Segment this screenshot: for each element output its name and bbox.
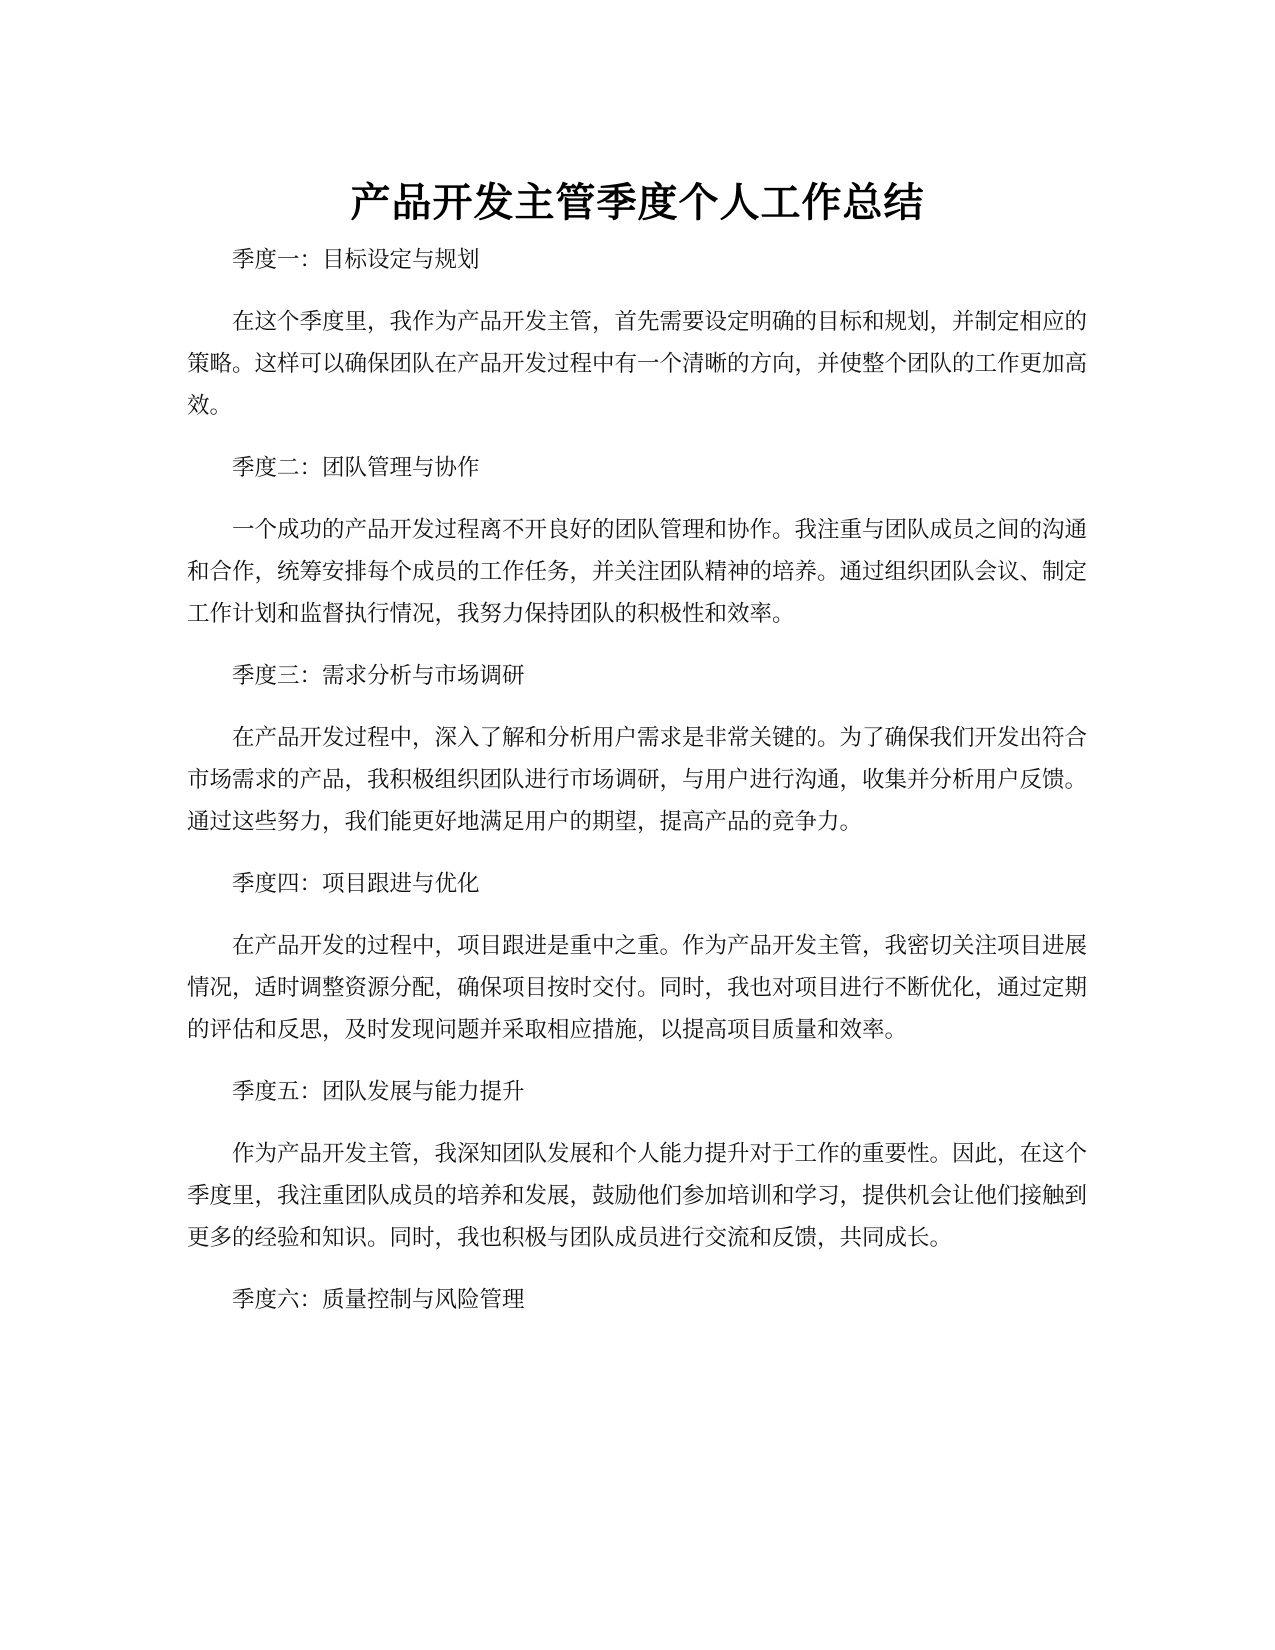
section-paragraph-5: 作为产品开发主管，我深知团队发展和个人能力提升对于工作的重要性。因此，在这个季度里，我注重团队成员的培养和发展，鼓励他们参加培训和学习，提供机会让他们接触到更多的经验和知识。同时，我也积极与团队成员进行交流和反馈，共同成长。 bbox=[187, 1141, 1088, 1251]
section-heading-4: 季度四：项目跟进与优化 bbox=[232, 871, 480, 897]
section-paragraph-1: 在这个季度里，我作为产品开发主管，首先需要设定明确的目标和规划，并制定相应的策略。这样可以确保团队在产品开发过程中有一个清晰的方向，并使整个团队的工作更加高效。 bbox=[187, 309, 1088, 419]
document-body bbox=[187, 239, 1087, 1341]
section-paragraph-2: 一个成功的产品开发过程离不开良好的团队管理和协作。我注重与团队成员之间的沟通和合作，统筹安排每个成员的工作任务，并关注团队精神的培养。通过组织团队会议、制定工作计划和监督执行情况，我努力保持团队的积极性和效率。 bbox=[187, 517, 1088, 627]
section-paragraph-3: 在产品开发过程中，深入了解和分析用户需求是非常关键的。为了确保我们开发出符合市场需求的产品，我积极组织团队进行市场调研，与用户进行沟通，收集并分析用户反馈。通过这些努力，我们能更好地满足用户的期望，提高产品的竞争力。 bbox=[187, 725, 1088, 835]
section-heading-1: 季度一：目标设定与规划 bbox=[232, 247, 480, 273]
section-paragraph-4: 在产品开发的过程中，项目跟进是重中之重。作为产品开发主管，我密切关注项目进展情况，适时调整资源分配，确保项目按时交付。同时，我也对项目进行不断优化，通过定期的评估和反思，及时发现问题并采取相应措施，以提高项目质量和效率。 bbox=[187, 933, 1088, 1043]
section-heading-2: 季度二：团队管理与协作 bbox=[232, 455, 480, 481]
section-heading-6: 季度六：质量控制与风险管理 bbox=[232, 1287, 525, 1313]
section-heading-5: 季度五：团队发展与能力提升 bbox=[232, 1079, 525, 1105]
document-title: 产品开发主管季度个人工作总结 bbox=[350, 179, 925, 226]
section-heading-3: 季度三：需求分析与市场调研 bbox=[232, 663, 525, 689]
